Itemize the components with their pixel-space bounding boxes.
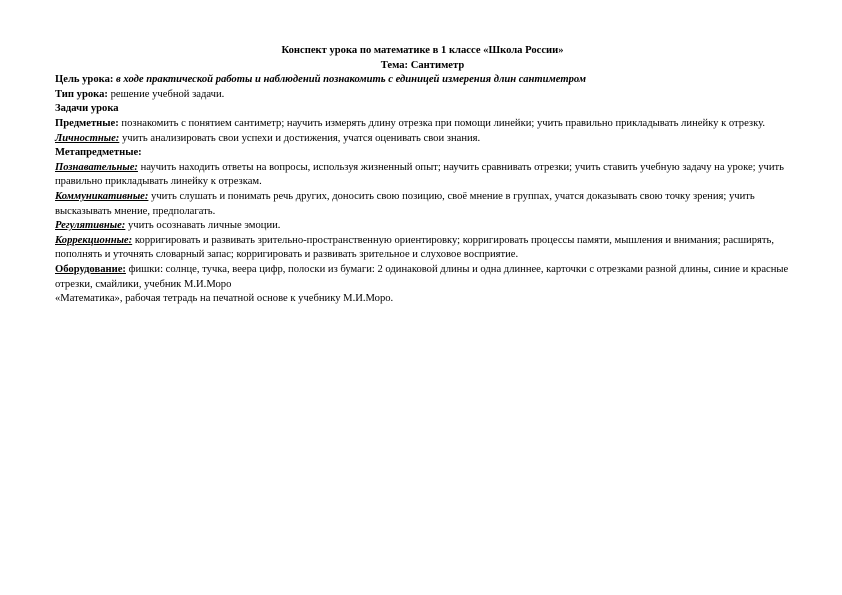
lesson-type-text: решение учебной задачи. bbox=[107, 88, 225, 100]
document-title: Конспект урока по математике в 1 классе «Школа России» bbox=[281, 45, 564, 56]
lesson-type-paragraph bbox=[55, 88, 790, 103]
lesson-document bbox=[55, 44, 790, 307]
personal-text: учить анализировать свои успехи и достижения, учатся оценивать свои знания. bbox=[119, 132, 481, 144]
cognitive-label: Познавательные: bbox=[55, 161, 138, 173]
equipment-label: Оборудование: bbox=[55, 263, 126, 275]
goal-label: Цель урока: bbox=[55, 74, 114, 86]
tasks-heading: Задачи урока bbox=[55, 103, 119, 115]
equipment-paragraph bbox=[55, 263, 790, 292]
personal-label: Личностные: bbox=[55, 132, 120, 144]
personal-paragraph bbox=[55, 132, 790, 147]
goal-paragraph bbox=[55, 73, 790, 88]
correctional-paragraph bbox=[55, 234, 790, 263]
correctional-label: Коррекционные: bbox=[55, 234, 133, 246]
regulatory-paragraph bbox=[55, 219, 790, 234]
document-topic: Тема: Сантиметр bbox=[380, 59, 465, 71]
goal-text: в ходе практической работы и наблюдений познакомить с единицей измерения длин сантиметром bbox=[113, 74, 587, 86]
communicative-paragraph bbox=[55, 190, 790, 219]
cognitive-paragraph bbox=[55, 161, 790, 190]
subject-label: Предметные: bbox=[55, 117, 119, 129]
subject-paragraph bbox=[55, 117, 790, 132]
cognitive-text: научить находить ответы на вопросы, используя жизненный опыт; научить сравнивать отрезки; учить ставить учебную задачу на уроке; учить правильно прикладывать линейку к отрезкам. bbox=[55, 161, 785, 188]
communicative-text: учить слушать и понимать речь других, доносить свою позицию, своё мнение в группах, учатся доказывать свою точку зрения; учить высказывать мнение, предполагать. bbox=[55, 190, 755, 217]
regulatory-text: учить осознавать личные эмоции. bbox=[125, 220, 281, 232]
correctional-text: корригировать и развивать зрительно-пространственную ориентировку; корригировать процессы памяти, мышления и внимания; расширять, пополнять и уточнять словарный запас; корригировать и развивать зрительное и слуховое восприятие. bbox=[55, 234, 774, 261]
communicative-label: Коммуникативные: bbox=[55, 190, 149, 202]
metasubject-heading: Метапредметные: bbox=[55, 147, 142, 159]
equipment-text: фишки: солнце, тучка, веера цифр, полоски из бумаги: 2 одинаковой длины и одна длиннее, карточки с отрезками разной длины, синие и красные отрезки, смайлики, учебник М.И.Моро bbox=[55, 263, 789, 290]
regulatory-label: Регулятивные: bbox=[55, 220, 126, 232]
subject-text: познакомить с понятием сантиметр; научить измерять длину отрезка при помощи линейки; учить правильно прикладывать линейку к отрезку. bbox=[118, 117, 765, 129]
lesson-type-label: Тип урока: bbox=[55, 88, 108, 100]
equipment-line-2: «Математика», рабочая тетрадь на печатной основе к учебнику М.И.Моро. bbox=[55, 293, 394, 305]
